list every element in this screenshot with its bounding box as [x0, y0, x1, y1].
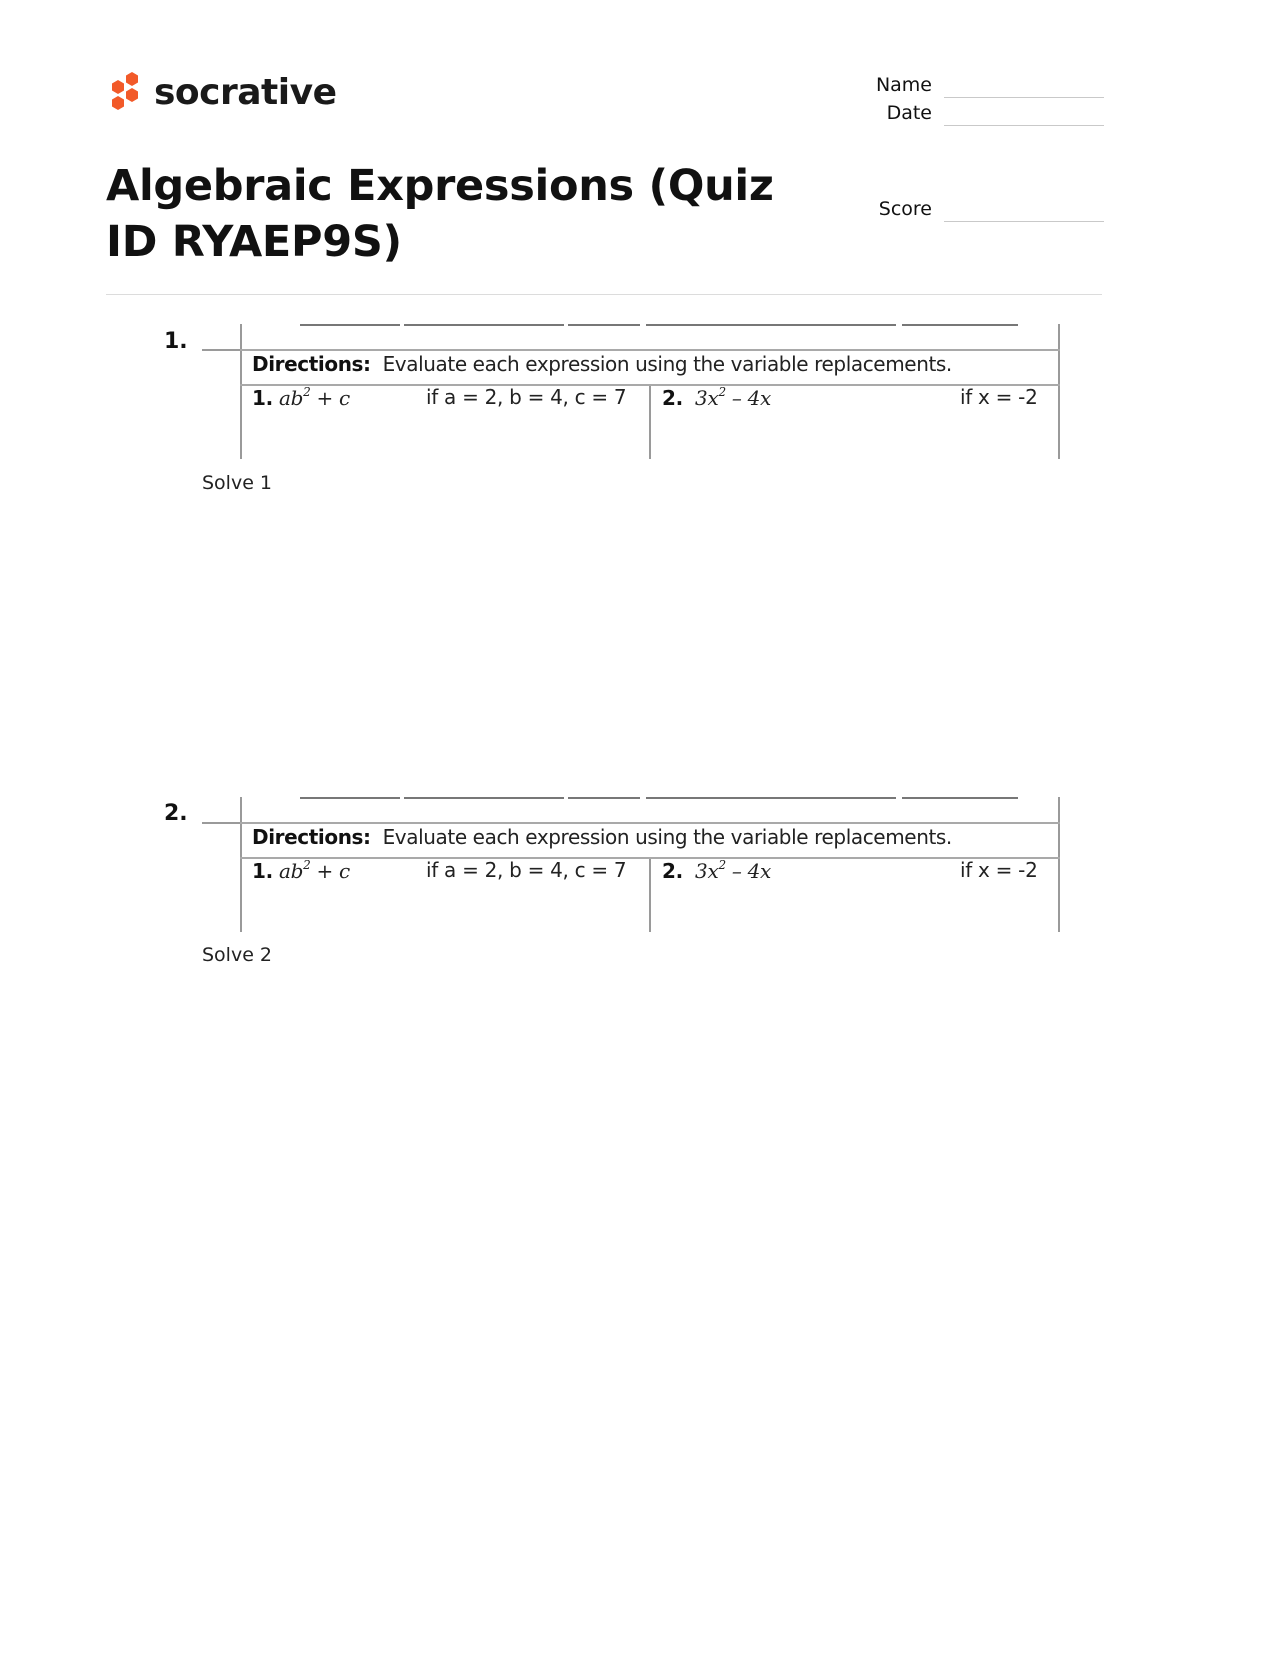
problem-1-condition: if a = 2, b = 4, c = 7: [426, 858, 627, 882]
scan-fragment: [902, 797, 1018, 799]
worksheet-scan: [240, 324, 1060, 459]
problem-1-expression: 1. $ab^2 + c$: [252, 858, 350, 883]
hexagon-cluster-icon: [106, 70, 144, 118]
scan-blank: [568, 797, 640, 799]
score-underline: [944, 221, 1104, 222]
directions-text: Directions: Evaluate each expression using the variable replacements.: [252, 352, 952, 376]
scan-line: [240, 857, 1060, 859]
score-label: Score: [878, 198, 932, 220]
name-label: Name: [875, 74, 932, 96]
brand-name: socrative: [154, 72, 337, 113]
question-image: [202, 797, 1062, 932]
answer-prompt: Solve 1: [202, 472, 273, 494]
scan-line: [240, 822, 1060, 824]
scan-line: [240, 384, 1060, 386]
scan-fragment: [300, 797, 400, 799]
scan-right-border: [1058, 324, 1060, 459]
scan-line: [240, 349, 1060, 351]
scan-blank: [404, 797, 564, 799]
scan-middle-divider: [649, 858, 651, 932]
scan-fragment: [300, 324, 400, 326]
scan-left-border: [240, 797, 242, 932]
directions-text: Directions: Evaluate each expression using the variable replacements.: [252, 825, 952, 849]
problem-1-condition: if a = 2, b = 4, c = 7: [426, 385, 627, 409]
date-underline: [944, 125, 1104, 126]
score-field[interactable]: [860, 198, 1104, 222]
scan-blank: [646, 797, 896, 799]
scan-blank: [404, 324, 564, 326]
problem-2-condition: if x = -2: [960, 858, 1038, 882]
header-divider: [106, 294, 1102, 295]
problem-2-expression: 2. $3x^2 - 4x$: [662, 385, 772, 410]
question-number: 1.: [164, 329, 188, 354]
directions-label: Directions:: [252, 825, 371, 849]
worksheet-scan: [240, 797, 1060, 932]
page-title: Algebraic Expressions (Quiz ID RYAEP9S): [106, 161, 774, 267]
scan-left-border: [240, 324, 242, 459]
directions-label: Directions:: [252, 352, 371, 376]
name-field[interactable]: [860, 74, 1104, 98]
image-border-line: [202, 349, 242, 351]
date-label: Date: [886, 102, 932, 124]
scan-fragment: [902, 324, 1018, 326]
question-number: 2.: [164, 801, 188, 826]
scan-blank: [646, 324, 896, 326]
problem-1-expression: 1. $ab^2 + c$: [252, 385, 350, 410]
scan-right-border: [1058, 797, 1060, 932]
question-image: [202, 324, 1062, 459]
image-border-line: [202, 822, 242, 824]
scan-middle-divider: [649, 385, 651, 459]
problem-2-condition: if x = -2: [960, 385, 1038, 409]
problem-2-expression: 2. $3x^2 - 4x$: [662, 858, 772, 883]
answer-prompt: Solve 2: [202, 944, 273, 966]
socrative-logo: [106, 70, 337, 118]
scan-blank: [568, 324, 640, 326]
date-field[interactable]: [860, 102, 1104, 126]
name-underline: [944, 97, 1104, 98]
